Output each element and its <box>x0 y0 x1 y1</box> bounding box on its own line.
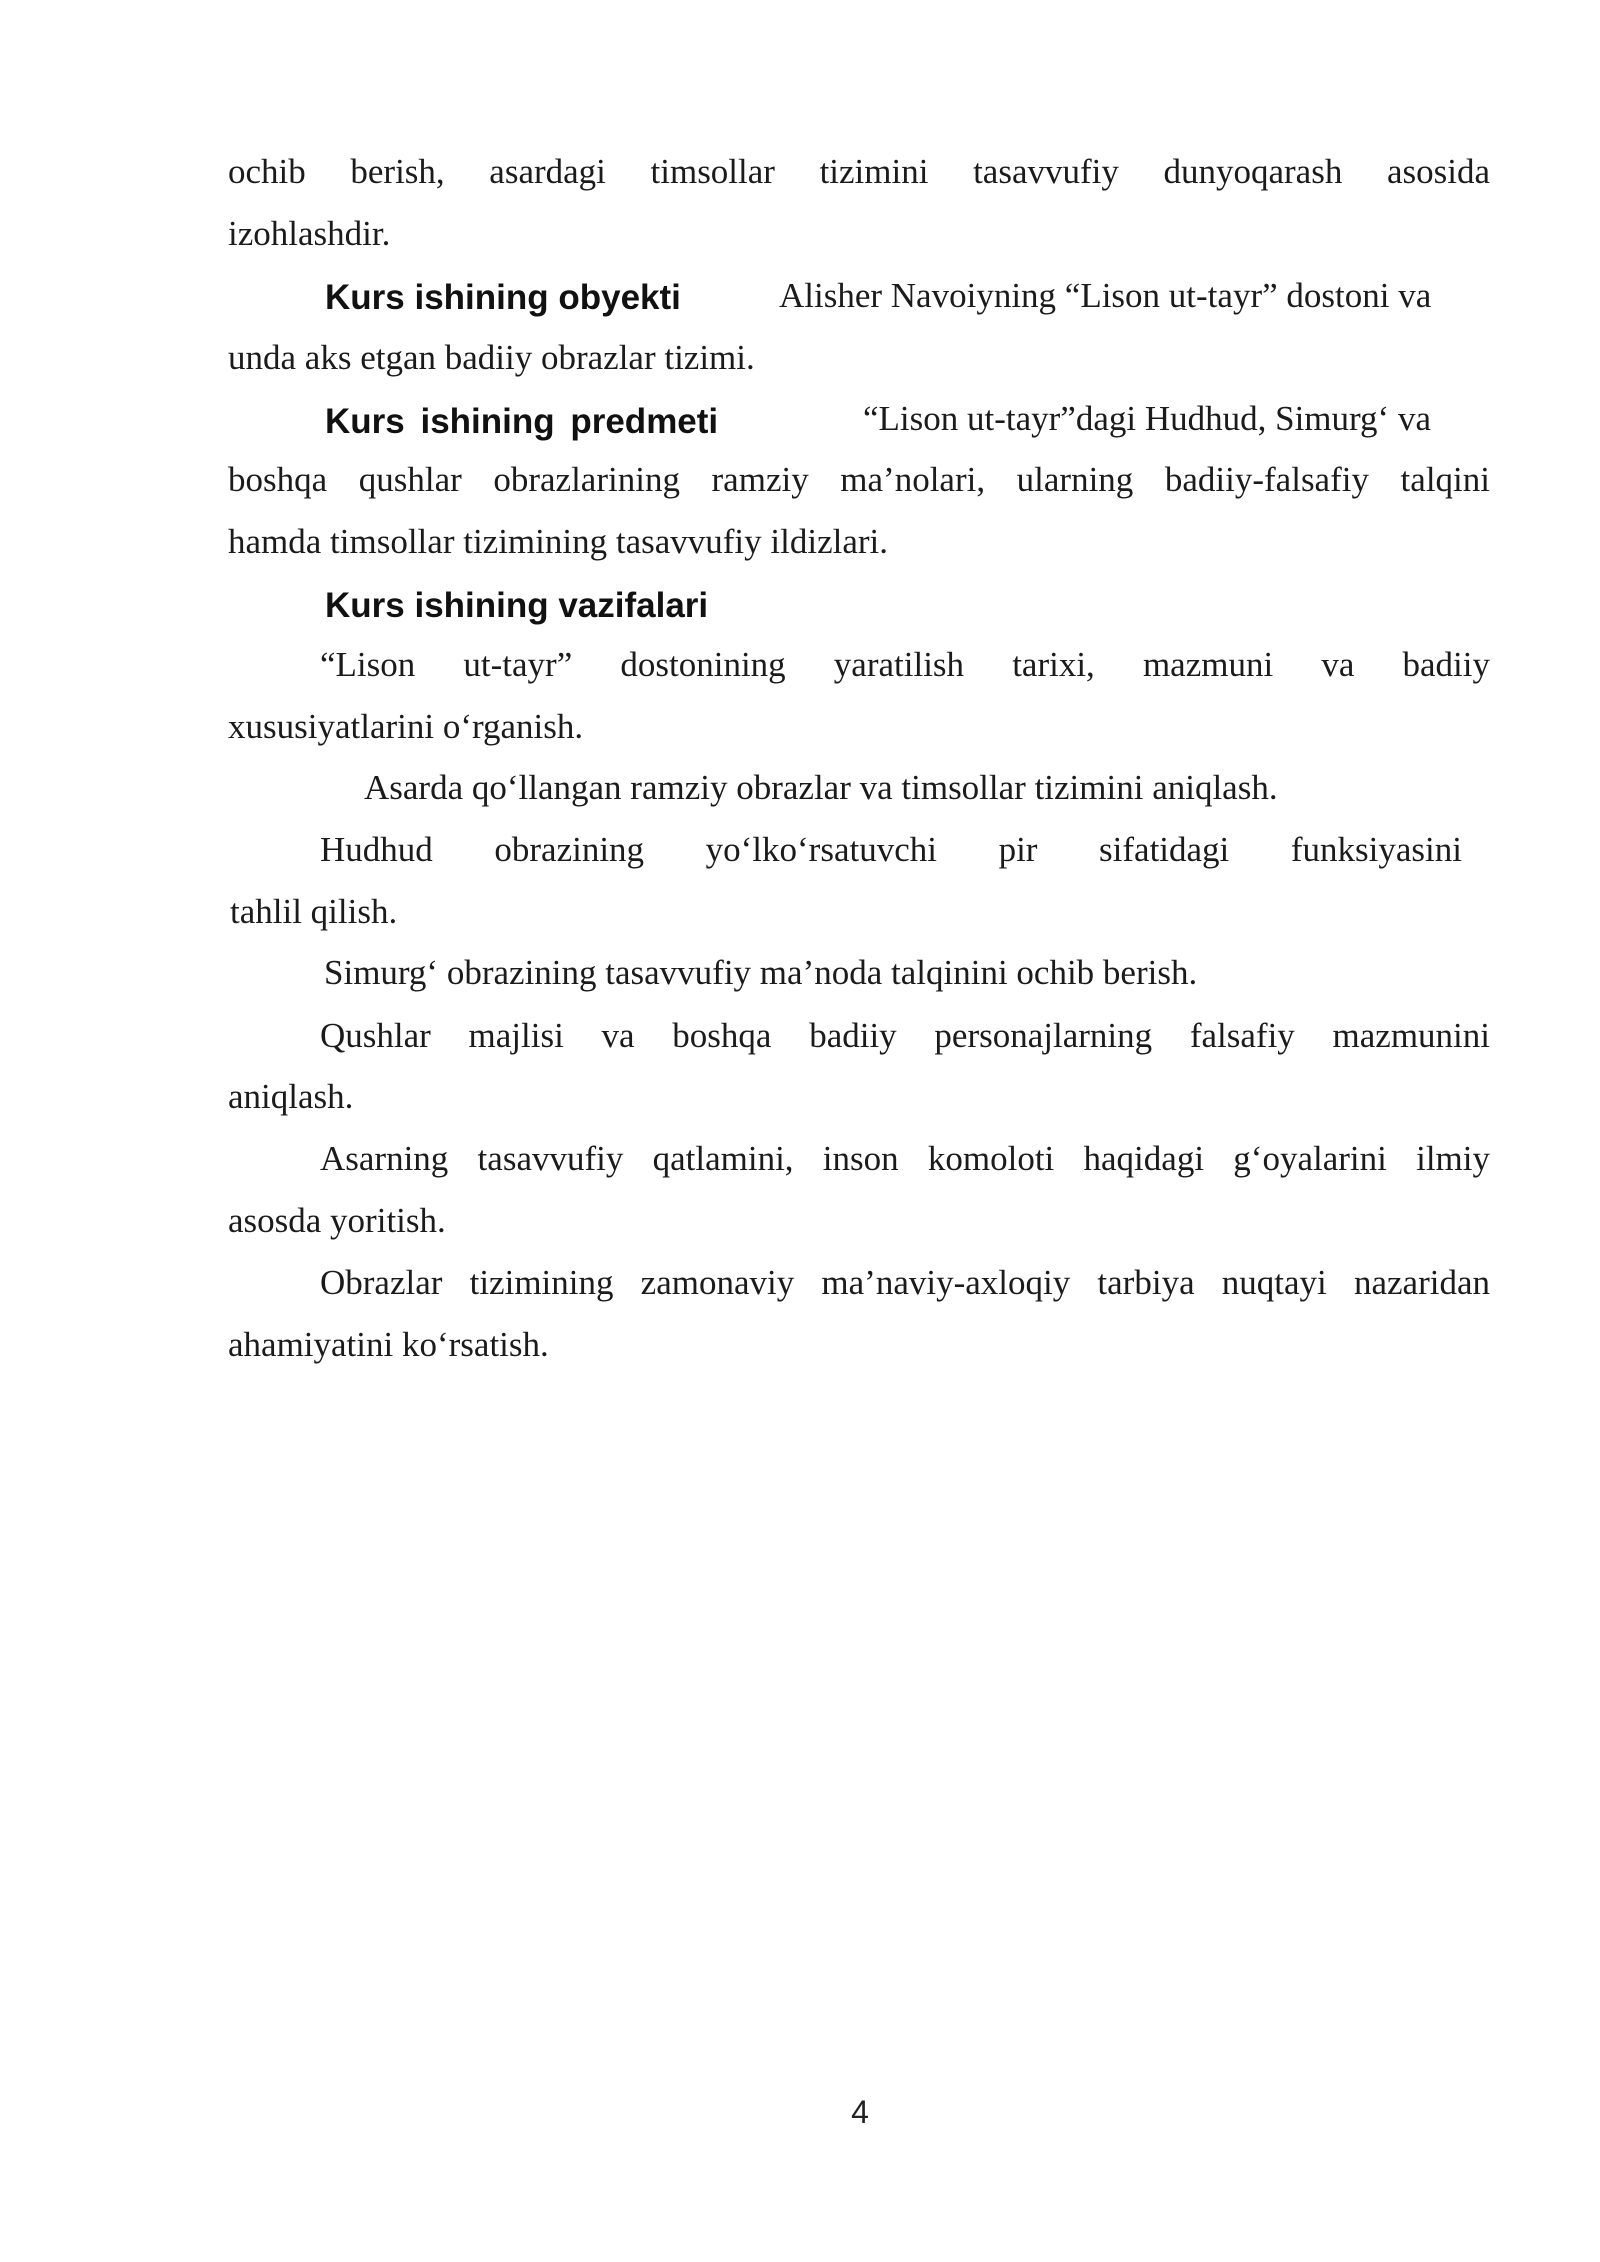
section-heading-obyekt: Kurs ishining obyekti <box>325 278 681 317</box>
section-heading-vazifalar: Kurs ishining vazifalari <box>325 586 709 625</box>
paragraph-line: boshqa qushlar obrazlarining ramziy ma’nolari, ularning badiiy-falsafiy talqini <box>228 460 1490 499</box>
paragraph-line: ochib berish, asardagi timsollar tizimini tasavvufiy dunyoqarash asosida <box>228 152 1490 191</box>
paragraph-line: “Lison ut-tayr” dostonining yaratilish tarixi, mazmuni va badiiy <box>320 645 1490 684</box>
paragraph-line: Hudhud obrazining yo‘lko‘rsatuvchi pir sifatidagi funksiyasini <box>320 830 1462 869</box>
page-number: 4 <box>851 2094 869 2130</box>
paragraph-line: xususiyatlarini o‘rganish. <box>228 707 584 746</box>
paragraph-line: Obrazlar tizimining zamonaviy ma’naviy-axloqiy tarbiya nuqtayi nazaridan <box>320 1263 1490 1302</box>
paragraph-line: izohlashdir. <box>228 214 391 253</box>
paragraph-line: Qushlar majlisi va boshqa badiiy personajlarning falsafiy mazmunini <box>320 1016 1490 1055</box>
paragraph-line: “Lison ut-tayr”dagi Hudhud, Simurg‘ va <box>863 399 1431 438</box>
paragraph-line: Simurg‘ obrazining tasavvufiy ma’noda talqinini ochib berish. <box>324 953 1198 992</box>
paragraph-line: Asarda qo‘llangan ramziy obrazlar va timsollar tizimini aniqlash. <box>364 768 1278 807</box>
paragraph-line: Alisher Navoiyning “Lison ut-tayr” dostoni va <box>779 276 1432 315</box>
paragraph-line: ahamiyatini ko‘rsatish. <box>228 1325 549 1364</box>
paragraph-line: unda aks etgan badiiy obrazlar tizimi. <box>228 338 755 377</box>
paragraph-line: Asarning tasavvufiy qatlamini, inson komoloti haqidagi g‘oyalarini ilmiy <box>320 1139 1490 1178</box>
section-heading-predmet: Kurs ishining predmeti <box>325 402 719 441</box>
paragraph-line: asosda yoritish. <box>228 1201 446 1240</box>
paragraph-line: hamda timsollar tizimining tasavvufiy ildizlari. <box>228 522 888 561</box>
paragraph-line: tahlil qilish. <box>230 892 398 931</box>
paragraph-line: aniqlash. <box>228 1077 354 1116</box>
